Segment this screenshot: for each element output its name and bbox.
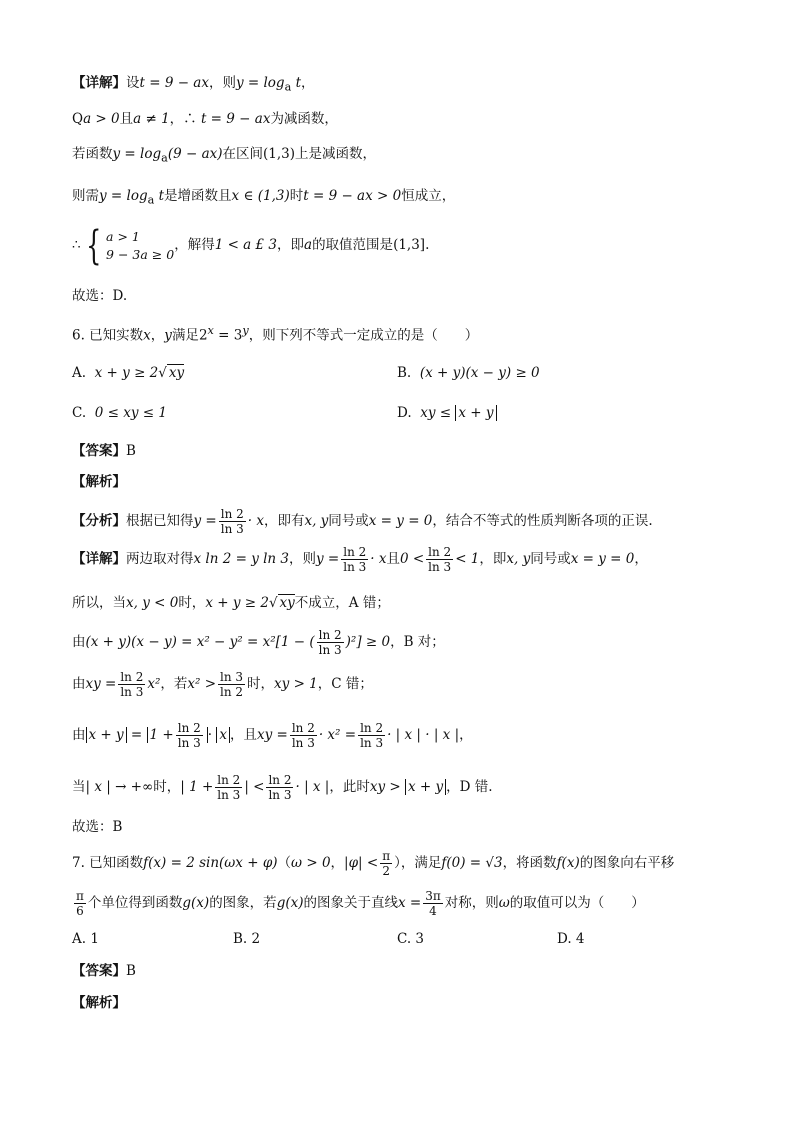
fraction-ln2-ln3: $\frac{\ln 2}{\ln 3}$ xyxy=(177,721,201,750)
fraction-ln2-ln3: $\frac{\ln 2}{\ln 3}$ xyxy=(343,545,367,574)
detail-line-3: 若函数$y = \log_a(9 - ax)$在区间(1,3)上是减函数， xyxy=(72,146,377,165)
q7-analysis-tag: 【解析】 xyxy=(72,995,126,1011)
q6-conclusion: 故选：B xyxy=(72,819,123,835)
fraction-pi-6: $\frac{\pi}{6}$ xyxy=(76,889,84,918)
fraction-ln2-ln3: $\frac{\ln 2}{\ln 3}$ xyxy=(220,507,244,536)
fraction-ln2-ln3: $\frac{\ln 2}{\ln 3}$ xyxy=(120,670,144,699)
q7-option-b: B. 2 xyxy=(233,931,261,947)
fraction-ln2-ln3: $\frac{\ln 2}{\ln 3}$ xyxy=(268,773,292,802)
detail-line-2: Qa > 0且a ≠ 1，∴ t = 9 − ax为减函数， xyxy=(72,111,338,127)
q7-option-d: D. 4 xyxy=(557,931,585,947)
abs-expression: 1 + $\frac{\ln 2}{\ln 3}$ xyxy=(147,727,208,743)
left-brace: { xyxy=(85,222,101,269)
fraction-ln2-ln3: $\frac{\ln 2}{\ln 3}$ xyxy=(318,628,342,657)
fraction-3pi-4: $\frac{3\pi}{4}$ xyxy=(425,889,441,918)
fraction-ln2-ln3: $\frac{\ln 2}{\ln 3}$ xyxy=(428,545,452,574)
q6-option-d: D. xy ≤ x + y xyxy=(397,405,497,421)
q6-option-b: B. (x + y)(x − y) ≥ 0 xyxy=(397,365,540,381)
q6-analysis: 【分析】根据已知得y = $\frac{\ln 2}{\ln 3}$ · x，即有x, y同号或x = y = 0，结合不等式的性质判断各项的正误. xyxy=(72,507,653,536)
q6-detail-1: 【详解】两边取对得x ln 2 = y ln 3，则y = $\frac{\ln 2}{\ln 3}$ · x且0 < $\frac{\ln 2}{\ln 3}$ < 1，即x, y同号或x = y = 0， xyxy=(72,545,648,574)
detail-tag: 【详解】 xyxy=(72,75,126,91)
fraction-ln2-ln3: $\frac{\ln 2}{\ln 3}$ xyxy=(291,721,315,750)
detail-line-1: 【详解】设t = 9 − ax，则$y = \log_a t$， xyxy=(72,75,315,94)
q6-detail-4: 由xy = $\frac{\ln 2}{\ln 3}$ x²，若x² > $\frac{\ln 3}{\ln 2}$ 时，xy > 1，C 错； xyxy=(72,670,373,699)
q6-detail-6: 当| x | → +∞时，| 1 + $\frac{\ln 2}{\ln 3}$ | < $\frac{\ln 2}{\ln 3}$ · | x |，此时xy > x + y ，D 错. xyxy=(72,773,493,802)
detail-line-4: 则需$y = \log_a t$是增函数且x ∈ (1,3)时t = 9 − ax > 0恒成立， xyxy=(72,188,456,207)
q6-option-a: A. x + y ≥ 2√ xy xyxy=(72,365,185,381)
fraction-ln3-ln2: $\frac{\ln 3}{\ln 2}$ xyxy=(220,670,244,699)
detail-conclusion: 故选：D. xyxy=(72,288,128,304)
q7-answer: 【答案】B xyxy=(72,963,136,979)
q6-stem: 6. 已知实数x，y满足$2^x = 3^y$，则下列不等式一定成立的是（ ） xyxy=(72,324,479,344)
fraction-ln2-ln3: $\frac{\ln 2}{\ln 3}$ xyxy=(360,721,384,750)
q7-stem-line-1: 7. 已知函数f(x) = 2 sin(ωx + φ)（ω > 0，|φ| < $\frac{\pi}{2}$ ），满足f(0) = √3，将函数f(x)的图象向右平移 xyxy=(72,849,675,878)
q7-stem-line-2: $\frac{\pi}{6}$ 个单位得到函数g(x)的图象，若g(x)的图象关于直线x = $\frac{3\pi}{4}$ 对称，则ω的取值可以为（ ） xyxy=(76,889,645,918)
q6-analysis-tag: 【解析】 xyxy=(72,474,126,490)
detail-line-5: ∴ { a > 1 9 − 3a ≥ 0 ，解得1 < a £ 3，即a的取值范围是(1,3]. xyxy=(72,222,430,269)
q7-option-a: A. 1 xyxy=(72,931,99,947)
q6-answer: 【答案】B xyxy=(72,443,136,459)
fraction-ln2-ln3: $\frac{\ln 2}{\ln 3}$ xyxy=(217,773,241,802)
q6-option-c: C. 0 ≤ xy ≤ 1 xyxy=(72,405,167,421)
inequality-system: a > 1 9 − 3a ≥ 0 xyxy=(106,228,175,262)
q6-detail-3: 由(x + y)(x − y) = x² − y² = x²[1 − ( $\frac{\ln 2}{\ln 3}$ )²] ≥ 0，B 对； xyxy=(72,628,445,657)
q6-detail-5: 由 x + y = 1 + $\frac{\ln 2}{\ln 3}$ · x ，且xy = $\frac{\ln 2}{\ln 3}$ · x² = $\frac{\ln 2}{\ln 3}$ · | x | · | x |， xyxy=(72,721,473,750)
fraction-pi-2: $\frac{\pi}{2}$ xyxy=(382,849,391,878)
q7-option-c: C. 3 xyxy=(397,931,425,947)
q6-detail-2: 所以，当x, y < 0时，x + y ≥ 2√ xy不成立，A 错； xyxy=(72,595,390,611)
